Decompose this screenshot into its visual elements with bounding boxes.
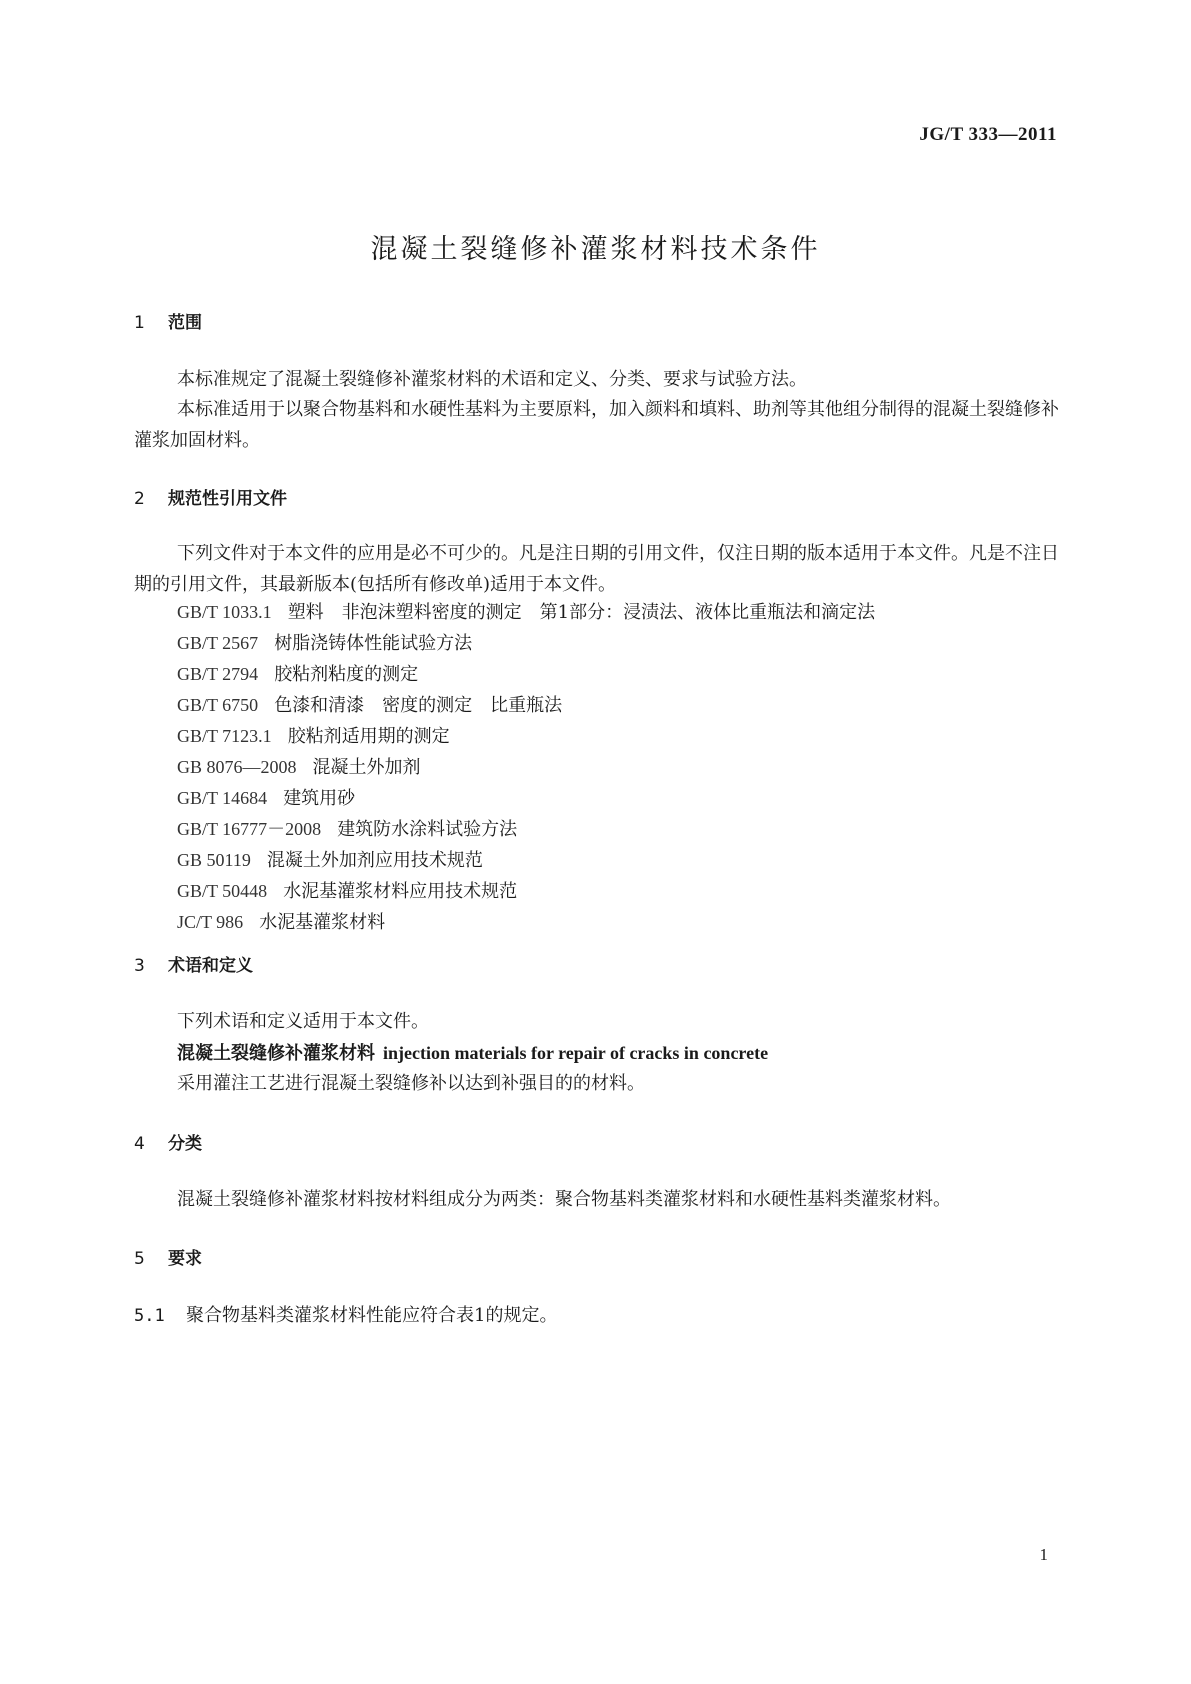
section-5-heading [134, 1244, 202, 1269]
reference-code: GB/T 16777－2008 [177, 819, 322, 839]
reference-title: 水泥基灌浆材料 [259, 912, 386, 933]
section-title: 术语和定义 [168, 956, 253, 976]
reference-item [177, 815, 875, 846]
section-title: 规范性引用文件 [168, 489, 287, 509]
section-number: 5 [134, 1249, 145, 1269]
standard-code: JG/T 333—2011 [919, 124, 1057, 145]
reference-title: 混凝土外加剂应用技术规范 [266, 850, 483, 871]
section-number: 1 [134, 313, 145, 333]
terms-intro: 下列术语和定义适用于本文件。 [177, 1011, 429, 1032]
document-title: 混凝土裂缝修补灌浆材料技术条件 [370, 234, 821, 265]
reference-item [177, 846, 875, 877]
reference-item [177, 722, 875, 753]
reference-title: 胶粘剂适用期的测定 [287, 726, 450, 747]
section-number: 2 [134, 489, 145, 509]
section-4-heading [134, 1129, 202, 1154]
clause-text: 聚合物基料类灌浆材料性能应符合表1的规定。 [186, 1305, 558, 1326]
term-entry [177, 1039, 768, 1065]
term-english: injection materials for repair of cracks in concrete [383, 1043, 769, 1063]
section-title: 分类 [168, 1134, 202, 1154]
reference-code: GB/T 50448 [177, 881, 268, 901]
reference-code: GB/T 2794 [177, 664, 259, 684]
reference-item [177, 629, 875, 660]
reference-item [177, 753, 875, 784]
reference-title: 建筑用砂 [283, 788, 356, 809]
reference-code: GB/T 1033.1 [177, 602, 272, 622]
reference-list [177, 598, 875, 939]
reference-title: 塑料 非泡沫塑料密度的测定 第1部分：浸渍法、液体比重瓶法和滴定法 [287, 602, 876, 623]
section-number: 3 [134, 956, 145, 976]
reference-code: GB 8076—2008 [177, 757, 297, 777]
reference-title: 色漆和清漆 密度的测定 比重瓶法 [274, 695, 563, 716]
section-3-heading [134, 951, 253, 976]
section-title: 要求 [168, 1249, 202, 1269]
reference-title: 建筑防水涂料试验方法 [337, 819, 518, 840]
normative-references-intro: 下列文件对于本文件的应用是必不可少的。凡是注日期的引用文件，仅注日期的版本适用于本文件。凡是不注日期的引用文件，其最新版本(包括所有修改单)适用于本文件。 [134, 543, 1059, 595]
section-2-heading [134, 484, 287, 509]
reference-code: GB/T 7123.1 [177, 726, 272, 746]
clause-5-1 [134, 1301, 557, 1327]
term-chinese: 混凝土裂缝修补灌浆材料 [177, 1043, 375, 1064]
reference-item [177, 784, 875, 815]
reference-item [177, 908, 875, 939]
reference-item [177, 660, 875, 691]
reference-code: JC/T 986 [177, 912, 244, 932]
section-title: 范围 [168, 313, 202, 333]
page-number: 1 [1039, 1545, 1048, 1564]
section-number: 4 [134, 1134, 145, 1154]
reference-item [177, 598, 875, 629]
reference-title: 水泥基灌浆材料应用技术规范 [283, 881, 518, 902]
reference-title: 树脂浇铸体性能试验方法 [274, 633, 473, 654]
reference-code: GB/T 2567 [177, 633, 259, 653]
scope-paragraph-2: 本标准适用于以聚合物基料和水硬性基料为主要原料，加入颜料和填料、助剂等其他组分制得的混凝土裂缝修补灌浆加固材料。 [134, 399, 1059, 451]
reference-item [177, 691, 875, 722]
clause-number: 5.1 [134, 1306, 165, 1326]
reference-code: GB/T 14684 [177, 788, 268, 808]
reference-code: GB/T 6750 [177, 695, 259, 715]
reference-title: 胶粘剂粘度的测定 [274, 664, 419, 685]
section-1-heading [134, 308, 202, 333]
classification-paragraph: 混凝土裂缝修补灌浆材料按材料组成分为两类：聚合物基料类灌浆材料和水硬性基料类灌浆材料。 [177, 1189, 951, 1210]
term-definition: 采用灌注工艺进行混凝土裂缝修补以达到补强目的的材料。 [177, 1073, 645, 1094]
reference-item [177, 877, 875, 908]
reference-title: 混凝土外加剂 [312, 757, 421, 778]
scope-paragraph-1: 本标准规定了混凝土裂缝修补灌浆材料的术语和定义、分类、要求与试验方法。 [177, 369, 807, 390]
reference-code: GB 50119 [177, 850, 251, 870]
